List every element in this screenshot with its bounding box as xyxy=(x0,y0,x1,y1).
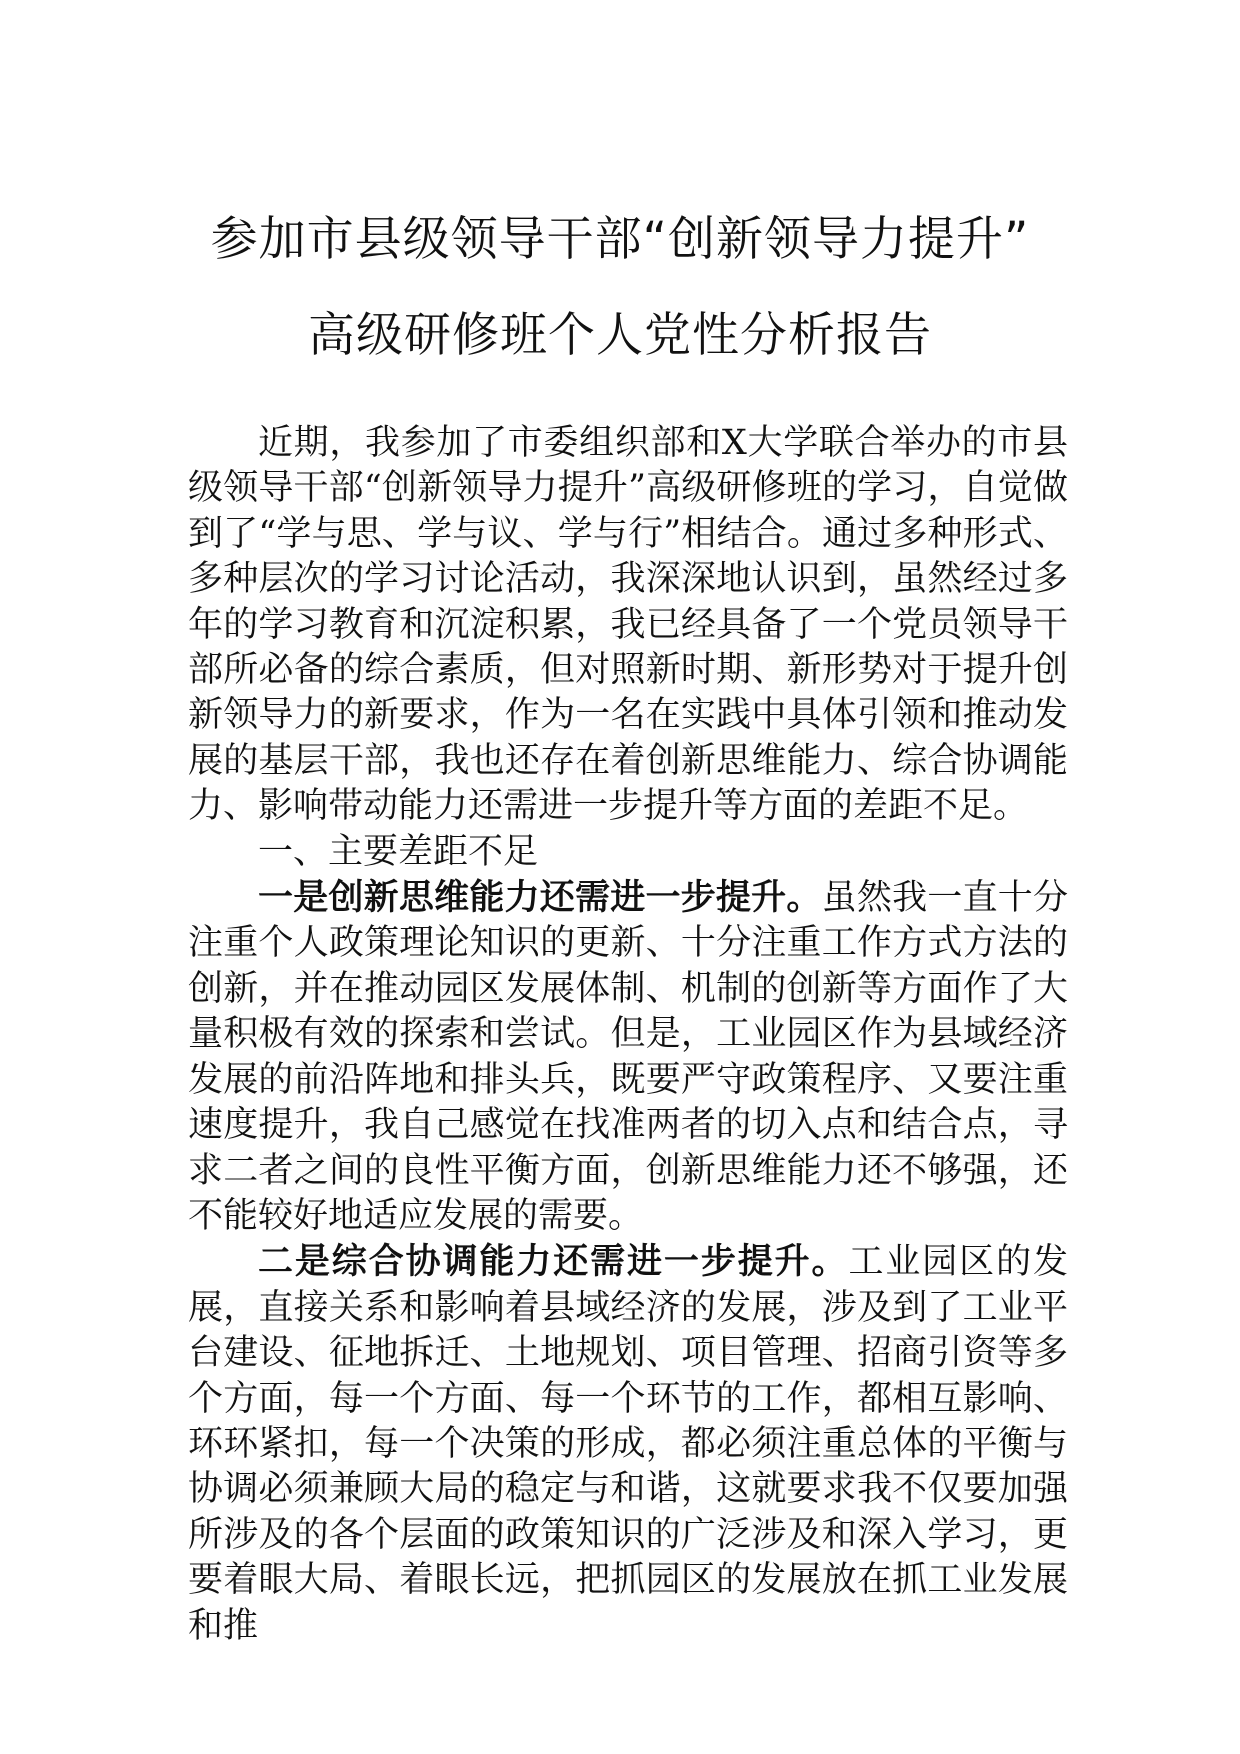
section-heading-text: 一、主要差距不足 xyxy=(258,831,539,872)
paragraph-text: 虽然我一直十分注重个人政策理论知识的更新、十分注重工作方式方法的创新，并在推动园区发展体制、机制的创新等方面作了大量积极有效的探索和尝试。但是，工业园区作为县域经济发展的前沿阵地和排头兵，既要严守政策程序、又要注重速度提升，我自己感觉在找准两者的切入点和结合点，寻求二者之间的良性平衡方面，创新思维能力还不够强，还不能较好地适应发展的需要。 xyxy=(188,878,1068,1236)
point-one-lead: 一是创新思维能力还需进一步提升。 xyxy=(258,877,822,919)
document-title-line-2: 高级研修班个人党性分析报告 xyxy=(308,308,932,363)
document-body xyxy=(188,421,1068,1649)
section-heading xyxy=(188,830,1068,875)
intro-paragraph xyxy=(188,421,1068,830)
document-title-line-1: 参加市县级领导干部“创新领导力提升” xyxy=(210,212,1030,267)
point-one-paragraph xyxy=(188,875,1068,1239)
point-two-paragraph xyxy=(188,1239,1068,1649)
point-two-lead: 二是综合协调能力还需进一步提升。 xyxy=(258,1241,849,1283)
paragraph-text: 工业园区的发展，直接关系和影响着县域经济的发展，涉及到了工业平台建设、征地拆迁、土地规划、项目管理、招商引资等多个方面，每一个方面、每一个环节的工作，都相互影响、环环紧扣，每一个决策的形成，都必须注重总体的平衡与协调必须兼顾大局的稳定与和谐，这就要求我不仅要加强所涉及的各个层面的政策知识的广泛涉及和深入学习，更要着眼大局、着眼长远，把抓园区的发展放在抓工业发展和推 xyxy=(188,1242,1068,1646)
paragraph-text: 近期，我参加了市委组织部和X大学联合举办的市县级领导干部“创新领导力提升”高级研修班的学习，自觉做到了“学与思、学与议、学与行”相结合。通过多种形式、多种层次的学习讨论活动，我深深地认识到，虽然经过多年的学习教育和沉淀积累，我已经具备了一个党员领导干部所必备的综合素质，但对照新时期、新形势对于提升创新领导力的新要求，作为一名在实践中具体引领和推动发展的基层干部，我也还存在着创新思维能力、综合协调能力、影响带动能力还需进一步提升等方面的差距不足。 xyxy=(188,423,1068,827)
